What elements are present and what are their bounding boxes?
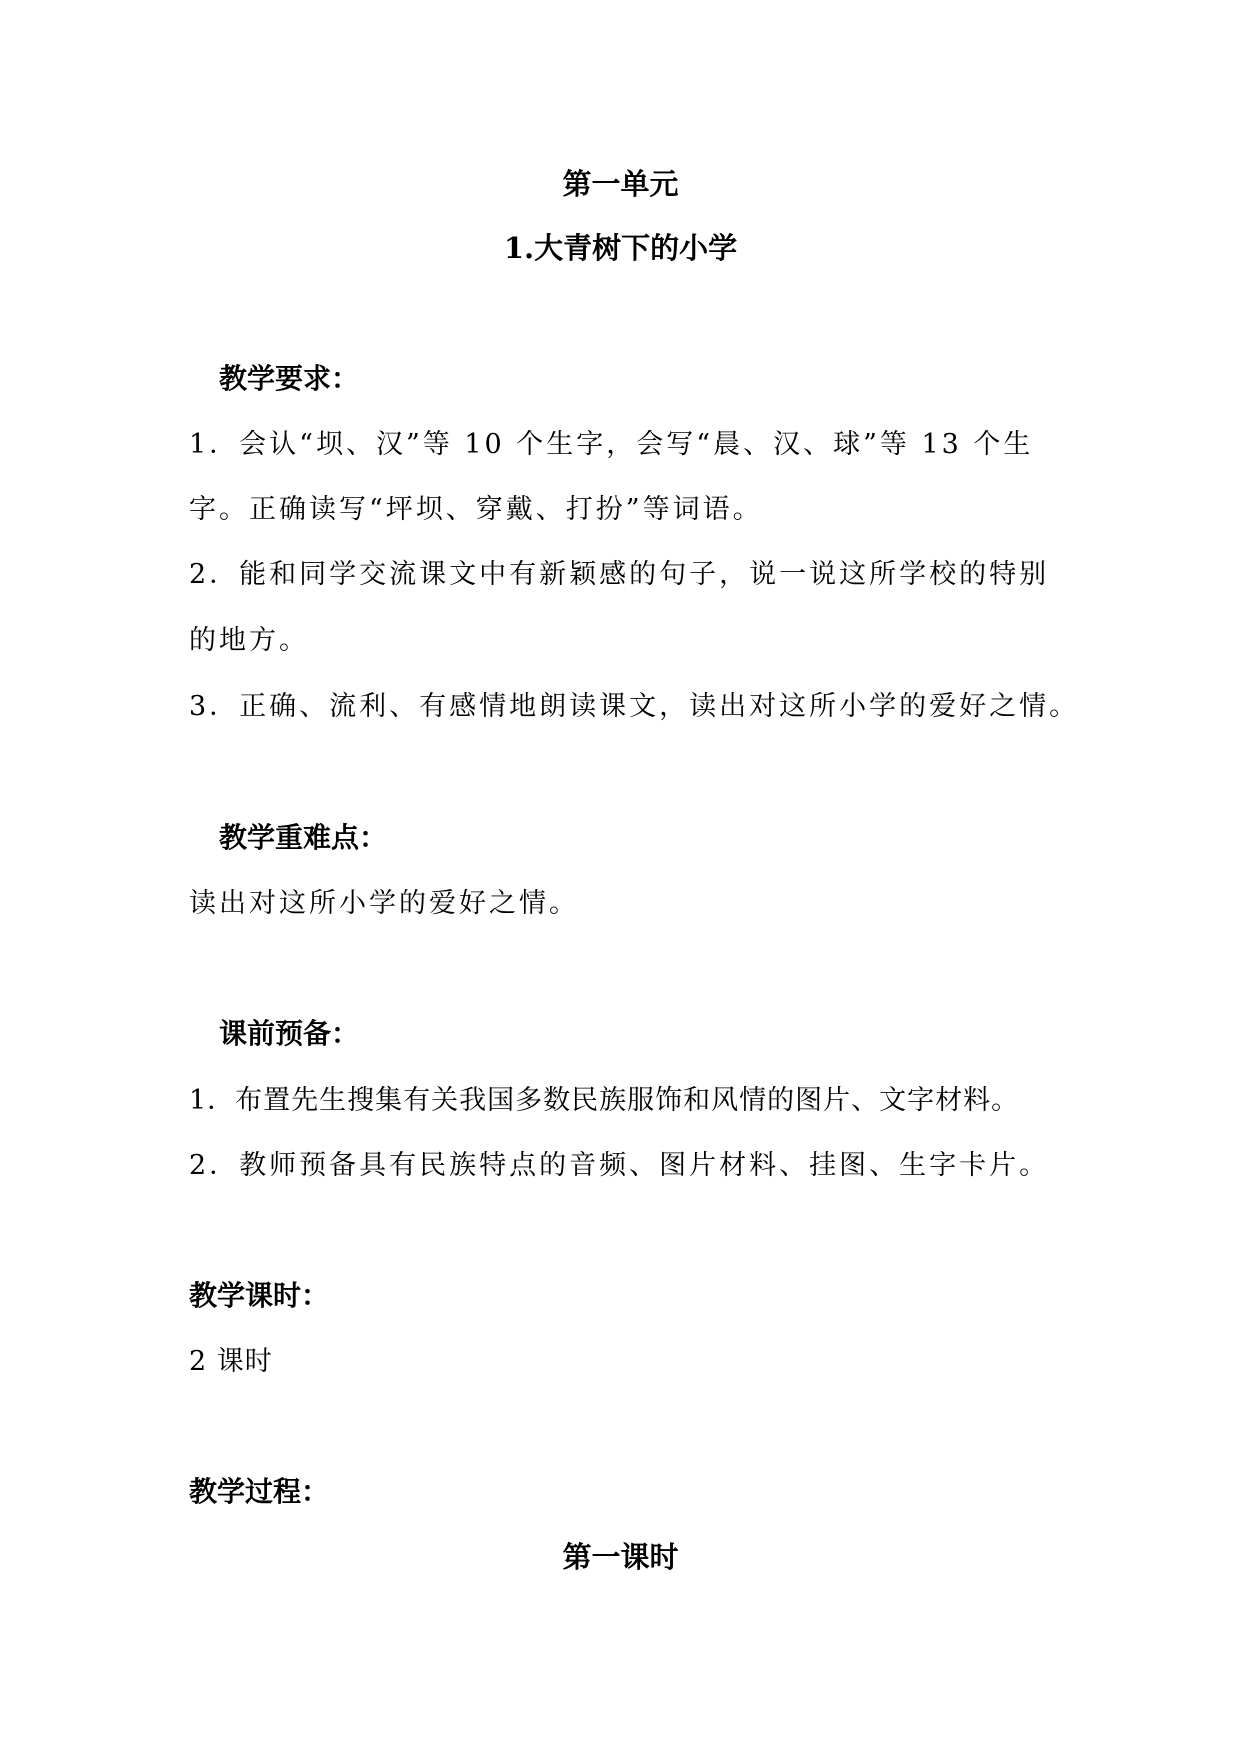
first-period-title: 第一课时 <box>562 1540 679 1574</box>
key-points-line-1: 读出对这所小学的爱好之情。 <box>189 888 579 919</box>
unit-title: 第一单元 <box>562 167 679 201</box>
preparation-line-2: 2．教师预备具有民族特点的音频、图片材料、挂图、生字卡片。 <box>189 1150 1050 1181</box>
requirements-line-5: 3．正确、流利、有感情地朗读课文，读出对这所小学的爱好之情。 <box>189 691 1080 722</box>
key-points-heading: 教学重难点： <box>219 821 388 854</box>
periods-line-1: 2 课时 <box>189 1346 273 1377</box>
lesson-title: 1.大青树下的小学 <box>503 231 738 265</box>
requirements-line-3: 2．能和同学交流课文中有新颖感的句子，说一说这所学校的特别 <box>189 559 1050 590</box>
preparation-line-1: 1．布置先生搜集有关我国多数民族服饰和风情的图片、文字材料。 <box>189 1085 1020 1116</box>
requirements-line-2: 字。正确读写“坪坝、穿戴、打扮”等词语。 <box>189 494 763 525</box>
process-heading: 教学过程： <box>189 1475 330 1508</box>
requirements-line-4: 的地方。 <box>189 625 309 656</box>
requirements-heading: 教学要求： <box>219 362 360 395</box>
preparation-heading: 课前预备： <box>219 1017 360 1050</box>
requirements-line-1: 1．会认“坝、汉”等 10 个生字，会写“晨、汉、球”等 13 个生 <box>189 429 1034 460</box>
periods-heading: 教学课时： <box>189 1279 330 1312</box>
